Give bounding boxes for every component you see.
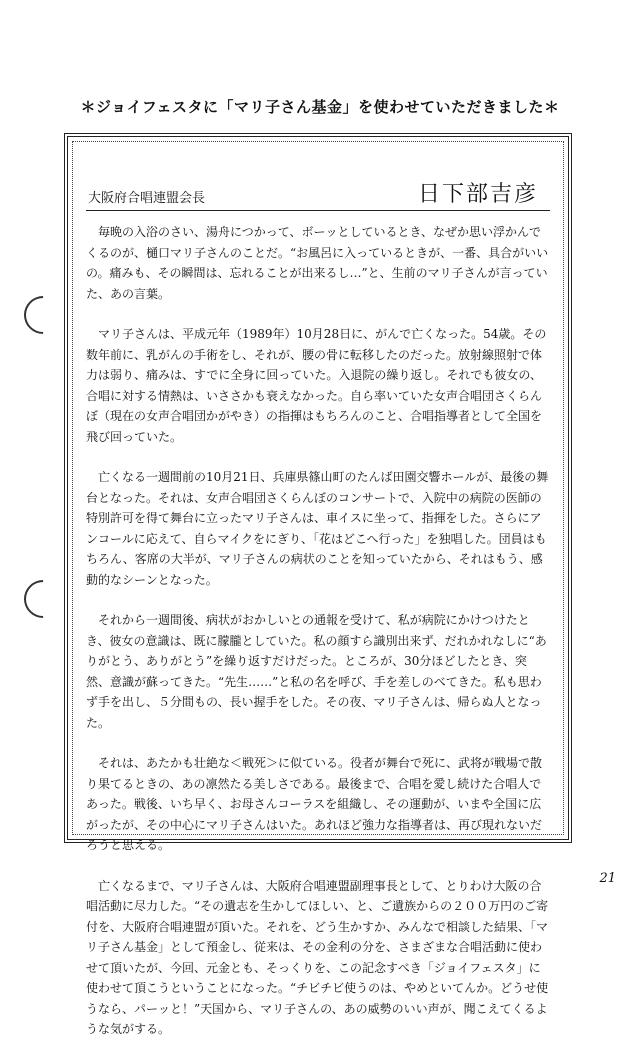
author-organization: 大阪府合唱連盟会長 xyxy=(88,191,206,206)
paragraph-1: 毎晩の入浴のさい、湯舟につかって、ボーッとしているとき、なぜか思い浮かんでくるのが、樋口マリ子さんのことだ。“お風呂に入っているときが、一番、具合がいいの。痛みも、その瞬間は、忘れることが出来るし…”と、生前のマリ子さんが言っていた、あの言葉。 xyxy=(86,225,549,301)
page-number: 21 xyxy=(599,871,616,886)
paragraph-5: それは、あたかも壮絶な＜戦死＞に似ている。役者が舞台で死に、武将が戦場で散り果てるときの、あの凛然たる美しさである。最後まで、合唱を愛し続けた合唱人であった。戦後、いち早く、お母さんコーラスを組織し、その運動が、いまや全国に広がったが、その中心にマリ子さんはいた。あれほど強力な指導者は、再び現れないだろうと思える。 xyxy=(86,756,543,852)
paragraph-4: それから一週間後、病状がおかしいとの通報を受けて、私が病院にかけつけたとき、彼女の意識は、既に朦朧としていた。私の顔すら識別出来ず、だれかれなしに“ありがとう、ありがとう”を繰り返すだけだった。ところが、30分ほどしたとき、突然、意識が蘇ってきた。“先生……”と私の名を呼び、手を差しのべてきた。私も思わず手を出し、５分間もの、長い握手をした。その夜、マリ子さんは、帰らぬ人となった。 xyxy=(86,613,547,730)
binder-hole-top xyxy=(16,288,70,342)
paragraph-2: マリ子さんは、平成元年（1989年）10月28日に、がんで亡くなった。54歳。その数年前に、乳がんの手術をし、それが、腰の骨に転移したのだった。放射線照射で体力は弱り、痛みは、すでに全身に回っていた。入退院の繰り返し。それでも彼女の、合唱に対する情熱は、いささかも衰えなかった。自ら率いていた女声合唱団さくらんぼ（現在の女声合唱団かがやき）の指揮はもちろんのこと、合唱指導者として全国を飛び回っていた。 xyxy=(86,327,547,444)
page-heading: ＊ジョイフェスタに「マリ子さん基金」を使わせていただきました＊ xyxy=(80,98,560,116)
author-name: 日下部吉彦 xyxy=(417,182,538,207)
byline xyxy=(86,180,550,211)
paragraph-3: 亡くなる一週間前の10月21日、兵庫県篠山町のたんば田園交響ホールが、最後の舞台となった。それは、女声合唱団さくらんぼのコンサートで、入院中の病院の医師の特別許可を得て舞台に立ったマリ子さんは、車イスに坐って、指揮をした。さらにアンコールに応えて、自らマイクをにぎり、「花はどこへ行った」を独唱した。団員はもちろん、客席の大半が、マリ子さんの病状のことを知っていたから、それはもう、感動的なシーンとなった。 xyxy=(86,470,549,587)
binder-hole-bottom xyxy=(16,572,70,626)
article-body xyxy=(86,222,550,1060)
paragraph-6: 亡くなるまで、マリ子さんは、大阪府合唱連盟副理事長として、とりわけ大阪の合唱活動に尽力した。“その遺志を生かしてほしい、と、ご遺族からの２００万円のご寄付を、大阪府合唱連盟が頂いた。それを、どう生かすか、みんなで相談した結果、「マリ子さん基金」として預金し、従来は、その金利の分を、さまざまな合唱活動に使わせて頂いたが、今回、元金とも、そっくりを、この記念すべき「ジョイフェスタ」に使わせて頂こうということになった。“チビチビ使うのは、やめといてんか。どうせ使うなら、パーッと！”天国から、マリ子さんの、あの威勢のいい声が、聞こえてくるような気がする。 xyxy=(86,878,549,1036)
